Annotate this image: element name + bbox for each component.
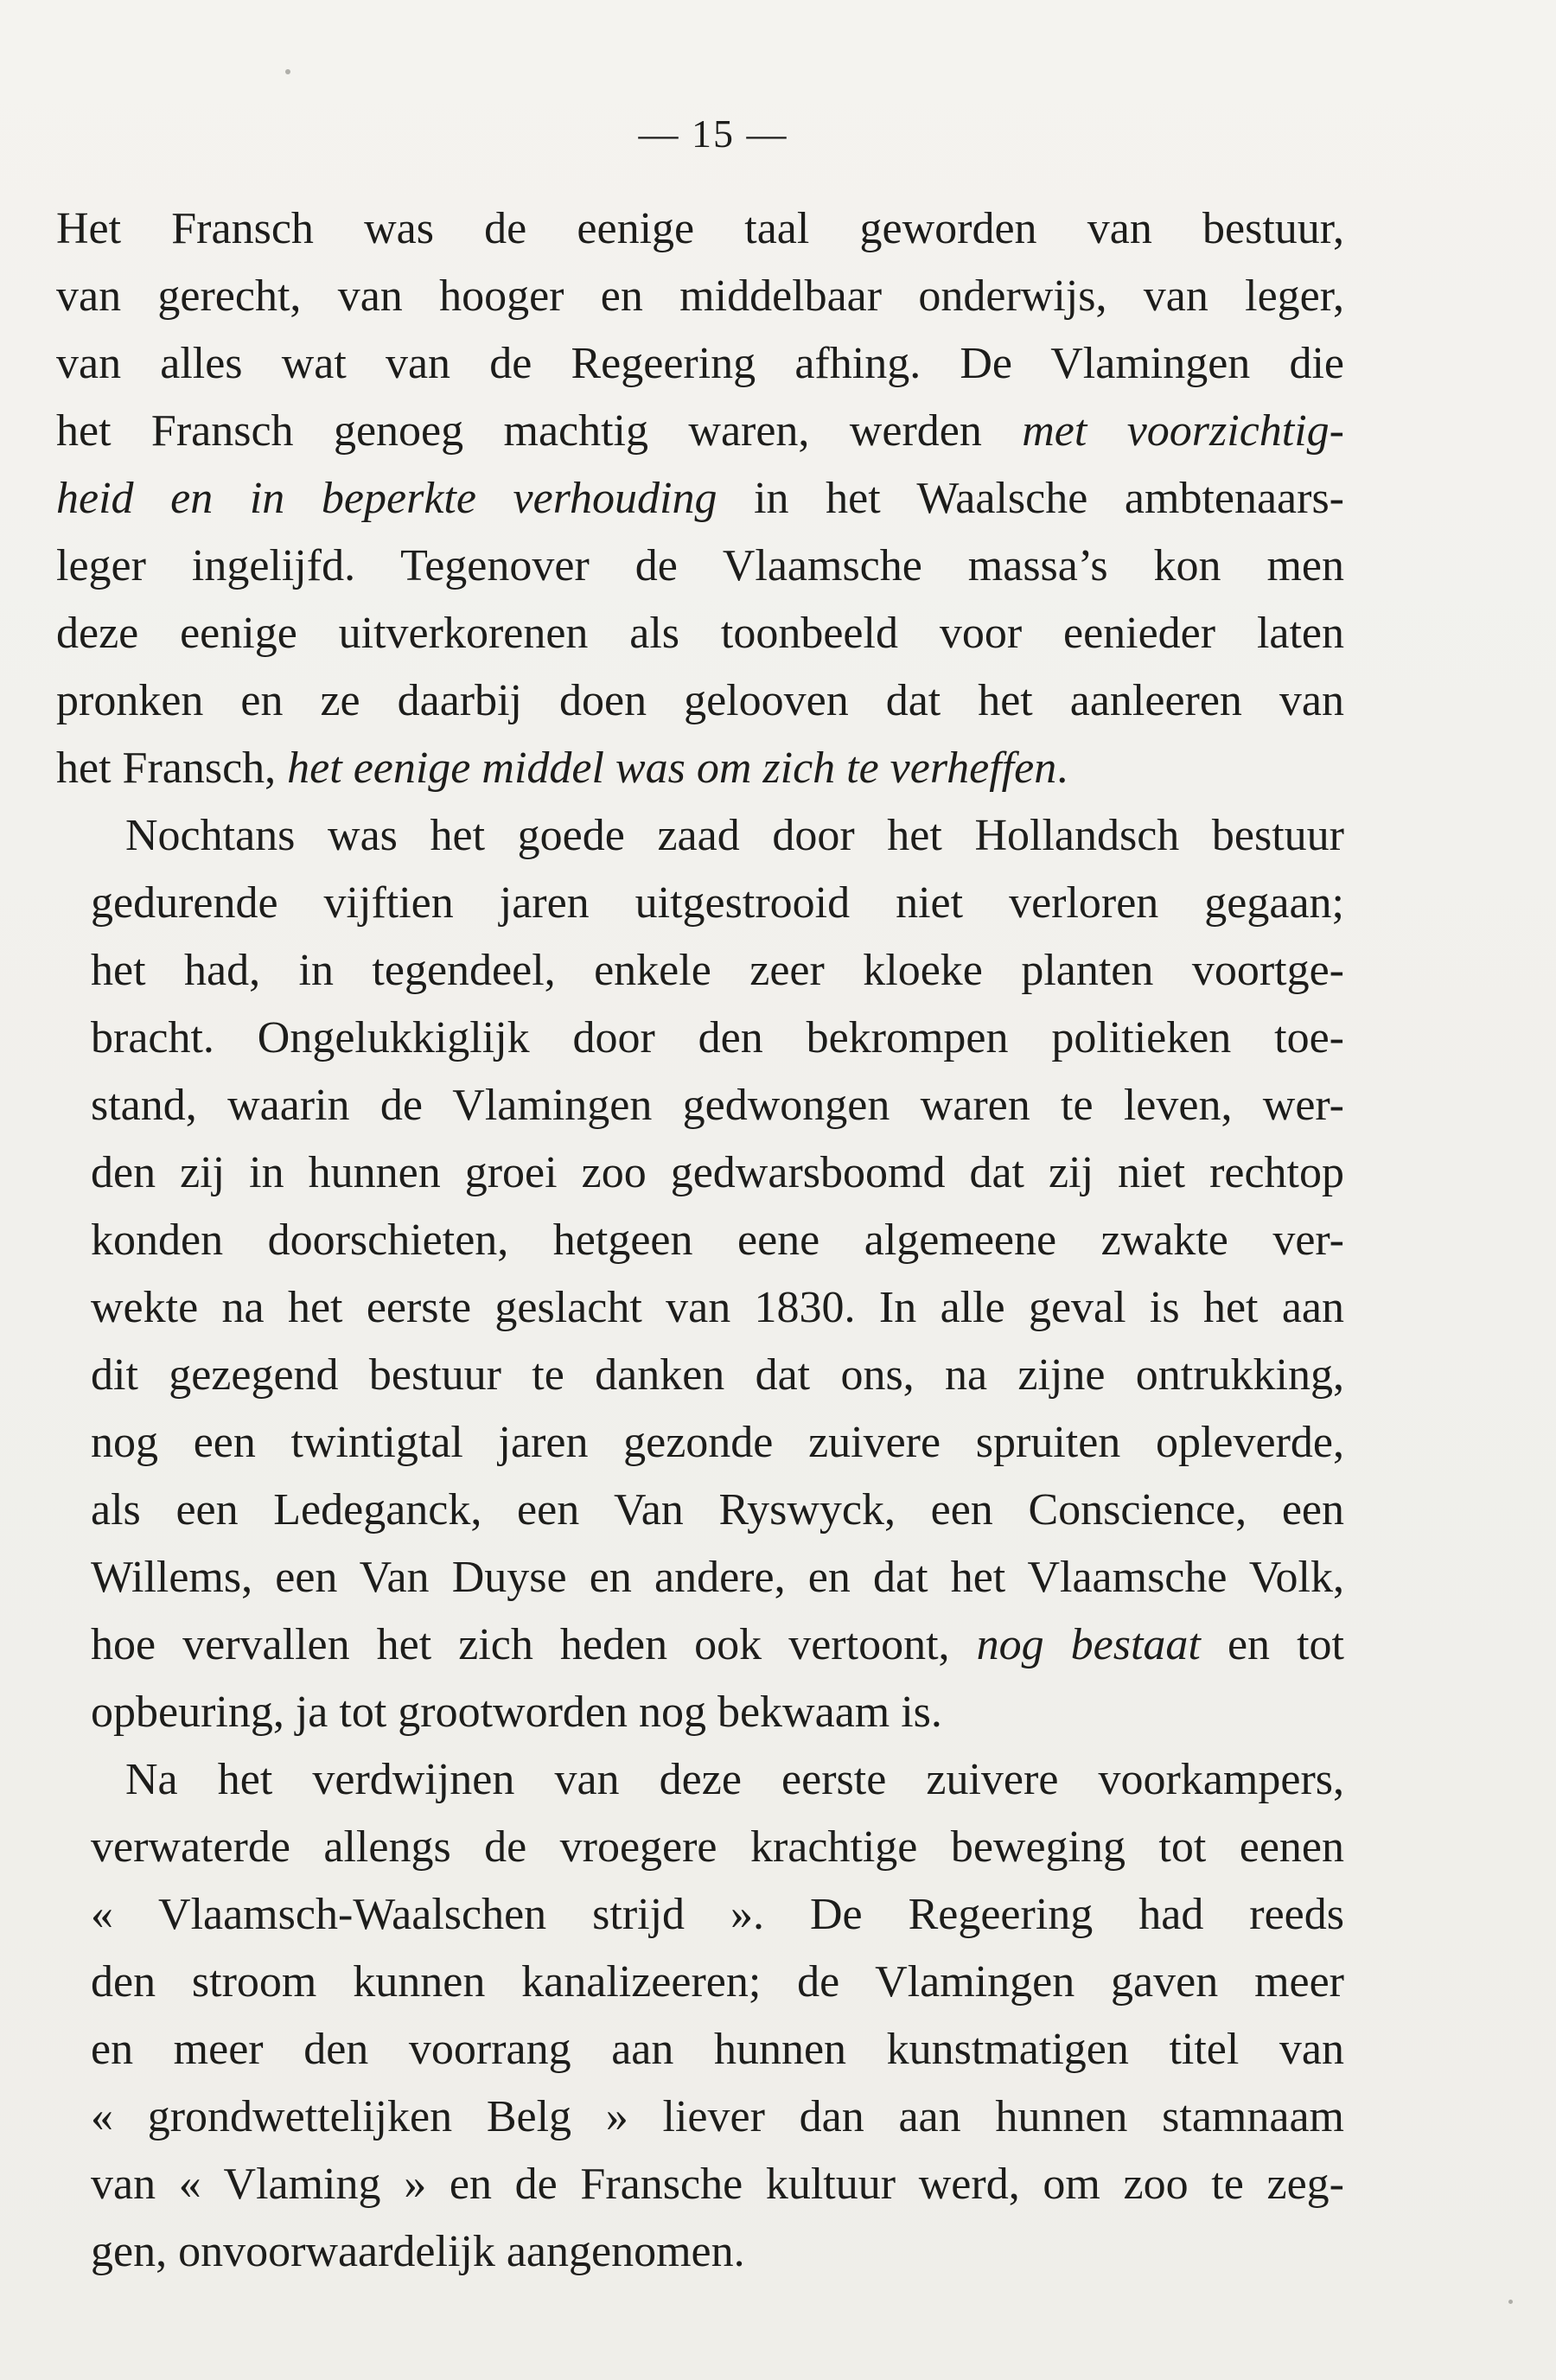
text-line: van gerecht, van hooger en middelbaar onderwijs, van leger, <box>56 271 1344 321</box>
text-line: « grondwettelijken Belg » liever dan aan hunnen stamnaam <box>91 2092 1344 2141</box>
text-line: den stroom kunnen kanalizeeren; de Vlamingen gaven meer <box>91 1957 1344 2007</box>
text-line: Willems, een Van Duyse en andere, en dat het Vlaamsche Volk, <box>91 1553 1344 1602</box>
text-line: gedurende vijftien jaren uitgestrooid niet verloren gegaan; <box>91 878 1344 928</box>
italic-phrase: heid en in beperkte verhouding <box>56 474 717 523</box>
text-line: gen, onvoorwaardelijk aangenomen. <box>91 2227 745 2276</box>
text-line: en meer den voorrang aan hunnen kunstmatigen titel van <box>91 2025 1344 2074</box>
text-line: Na het verdwijnen van deze eerste zuivere voorkampers, <box>125 1755 1344 1804</box>
text-line: den zij in hunnen groei zoo gedwarsboomd dat zij niet rechtop <box>91 1148 1344 1197</box>
text-line: stand, waarin de Vlamingen gedwongen waren te leven, wer- <box>91 1081 1344 1130</box>
paragraph-2 <box>56 802 1344 1746</box>
text-line: wekte na het eerste geslacht van 1830. In alle geval is het aan <box>91 1283 1344 1332</box>
text-line: konden doorschieten, hetgeen eene algemeene zwakte ver- <box>91 1216 1344 1265</box>
text-line: bracht. Ongelukkiglijk door den bekrompen politieken toe- <box>91 1013 1344 1062</box>
text-line: dit gezegend bestuur te danken dat ons, na zijne ontrukking, <box>91 1350 1344 1400</box>
text-line: hoe vervallen het zich heden ook vertoont, nog bestaat en tot <box>91 1620 1344 1669</box>
text-line: verwaterde allengs de vroegere krachtige beweging tot eenen <box>91 1822 1344 1872</box>
paragraph-3 <box>56 1746 1344 2286</box>
text-line: « Vlaamsch-Waalschen strijd ». De Regeering had reeds <box>91 1890 1344 1939</box>
scan-speck <box>1508 2300 1513 2304</box>
scan-speck <box>285 69 290 74</box>
text-line: Nochtans was het goede zaad door het Hollandsch bestuur <box>125 811 1344 860</box>
text-line: het had, in tegendeel, enkele zeer kloeke planten voortge- <box>91 946 1344 995</box>
page-number: — 15 — <box>638 112 788 156</box>
italic-phrase: nog bestaat <box>976 1620 1201 1669</box>
text-line: als een Ledeganck, een Van Ryswyck, een Conscience, een <box>91 1485 1344 1535</box>
text-line: van alles wat van de Regeering afhing. De Vlamingen die <box>56 339 1344 388</box>
text-line: pronken en ze daarbij doen gelooven dat het aanleeren van <box>56 676 1344 725</box>
text-line: Het Fransch was de eenige taal geworden van bestuur, <box>56 204 1344 253</box>
text-line: heid en in beperkte verhouding in het Waalsche ambtenaars- <box>56 474 1344 523</box>
text-line: deze eenige uitverkorenen als toonbeeld voor eenieder laten <box>56 609 1344 658</box>
italic-phrase: met voorzichtig- <box>1022 406 1344 456</box>
text-line: opbeuring, ja tot grootworden nog bekwaam is. <box>91 1688 942 1737</box>
text-line: nog een twintigtal jaren gezonde zuivere spruiten opleverde, <box>91 1418 1344 1467</box>
text-line: leger ingelijfd. Tegenover de Vlaamsche massa’s kon men <box>56 541 1344 590</box>
text-line: het Fransch genoeg machtig waren, werden met voorzichtig- <box>56 406 1344 456</box>
italic-phrase: het eenige middel was om zich te verheffen <box>287 743 1057 793</box>
paragraph-1 <box>56 195 1344 802</box>
body-text <box>56 195 1344 2286</box>
text-line: van « Vlaming » en de Fransche kultuur werd, om zoo te zeg- <box>91 2160 1344 2209</box>
text-line: het Fransch, het eenige middel was om zich te verheffen. <box>56 743 1068 793</box>
